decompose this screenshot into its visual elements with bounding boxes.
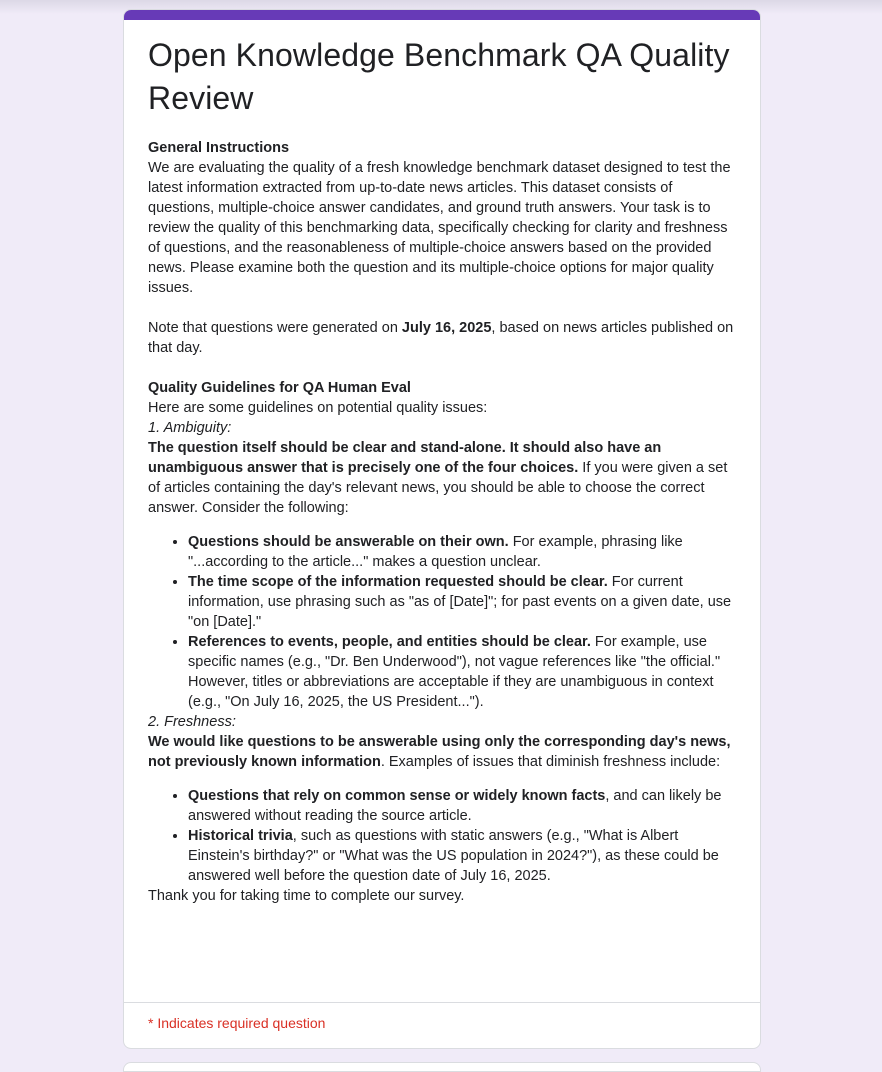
guidelines-intro: Here are some guidelines on potential quality issues: <box>148 400 488 416</box>
required-note: * Indicates required question <box>148 1015 326 1031</box>
general-instructions-heading: General Instructions <box>148 140 290 156</box>
date-note-date: July 16, 2025 <box>401 320 492 336</box>
accent-bar <box>124 10 760 20</box>
date-note: Note that questions were generated on July 16, 2025, based on news articles published on that day. <box>148 320 734 356</box>
divider <box>124 1002 760 1003</box>
list-item: • Questions that rely on common sense or widely known facts, and can likely be answered without reading the source article. <box>188 786 740 826</box>
form-header-card <box>123 9 761 1049</box>
form-description <box>148 138 740 906</box>
list-item: • References to events, people, and entities should be clear. For example, use specific names (e.g., "Dr. Ben Underwood"), not vague references like "the official." However, titles or abbreviations are acceptable if they are unambiguous in context (e.g., "On July 16, 2025, the US President..."). <box>188 632 740 712</box>
guidelines-heading: Quality Guidelines for QA Human Eval <box>148 380 411 396</box>
ambiguity-list <box>148 532 740 712</box>
thanks-text: Thank you for taking time to complete our survey. <box>148 888 465 904</box>
freshness-label: 2. Freshness: <box>148 714 236 730</box>
list-item: • Questions should be answerable on their own. For example, phrasing like "...according to the article..." makes a question unclear. <box>188 532 740 572</box>
list-item: • The time scope of the information requested should be clear. For current information, use phrasing such as "as of [Date]"; for past events on a given date, use "on [Date]." <box>188 572 740 632</box>
freshness-list <box>148 786 740 886</box>
freshness-paragraph: We would like questions to be answerable using only the corresponding day's news, not previously known information. Examples of issues that diminish freshness include: <box>148 734 731 770</box>
form-header-content <box>148 34 740 906</box>
form-title: Open Knowledge Benchmark QA Quality Review <box>148 37 730 116</box>
ambiguity-label: 1. Ambiguity: <box>148 420 232 436</box>
general-instructions-text: We are evaluating the quality of a fresh knowledge benchmark dataset designed to test the latest information extracted from up-to-date news articles. This dataset consists of questions, multiple-choice answer candidates, and ground truth answers. Your task is to review the quality of this benchmarking data, specifically checking for clarity and freshness of questions, and the reasonableness of multiple-choice answers based on the provided news. Please examine both the question and its multiple-choice options for major quality issues. <box>148 160 731 296</box>
list-item: • Historical trivia, such as questions with static answers (e.g., "What is Albert Einstein's birthday?" or "What was the US population in 2024?"), as these could be answered well before the question date of July 16, 2025. <box>188 826 740 886</box>
ambiguity-paragraph: The question itself should be clear and stand-alone. It should also have an unambiguous answer that is precisely one of the four choices. If you were given a set of articles containing the day's relevant news, you should be able to choose the correct answer. Consider the following: <box>148 440 728 516</box>
